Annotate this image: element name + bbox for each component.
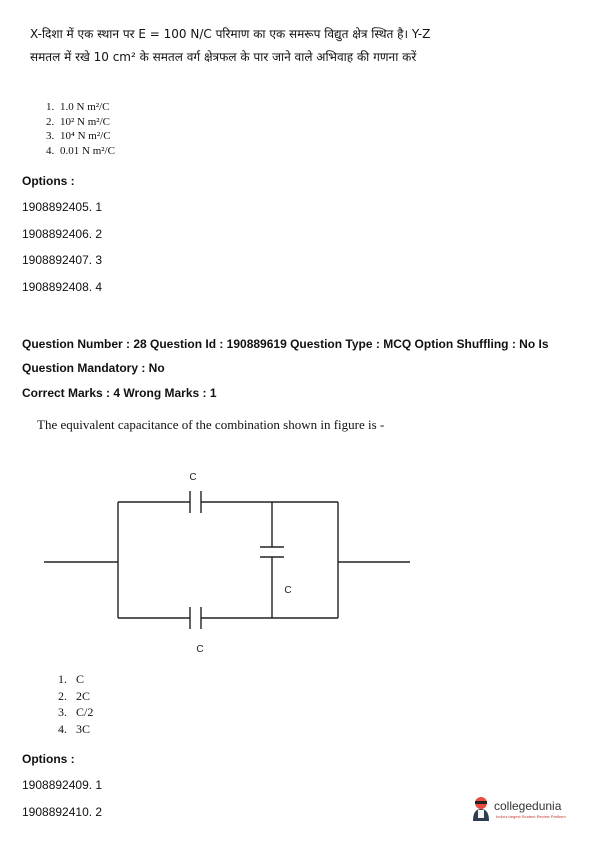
q2-option: 3. C/2	[58, 705, 94, 719]
q1-option-id: 1908892408. 4	[22, 280, 103, 294]
q2-option-id: 1908892410. 2	[22, 805, 103, 819]
logo-tagline: India's largest Student Review Platform	[496, 814, 566, 819]
q1-options-label: Options :	[22, 174, 75, 188]
logo-name: collegedunia	[494, 799, 562, 813]
q2-option: 2. 2C	[58, 688, 91, 703]
q2-option: 1. C	[58, 672, 85, 686]
q1-option-id: 1908892406. 2	[22, 227, 103, 241]
q1-option: 4. 0.01 N m²/C	[46, 144, 115, 157]
q2-stem: The equivalent capacitance of the combination shown in figure is -	[37, 417, 385, 432]
q1-option-id: 1908892407. 3	[22, 253, 103, 267]
q2-options-label: Options :	[22, 752, 75, 766]
collegedunia-logo	[470, 793, 588, 825]
q2-option-id: 1908892409. 1	[22, 778, 103, 792]
q2-marks: Correct Marks : 4 Wrong Marks : 1	[22, 386, 217, 400]
q2-meta-line2: Question Mandatory : No	[22, 361, 165, 375]
q1-stem-line1: X-दिशा में एक स्थान पर E = 100 N/C परिमाण का एक समरूप विद्युत क्षेत्र स्थित है। Y-Z	[30, 27, 431, 41]
middle-capacitor-label: C	[284, 585, 292, 596]
q2-meta-line1: Question Number : 28 Question Id : 190889619 Question Type : MCQ Option Shuffling : No Is	[22, 337, 549, 351]
q1-option-id: 1908892405. 1	[22, 200, 103, 214]
q1-option: 1. 1.0 N m²/C	[46, 101, 110, 113]
q1-stem-line2: समतल में रखे 10 cm² के समतल वर्ग क्षेत्रफल के पार जाने वाले अभिवाह की गणना करें	[30, 50, 417, 64]
q1-option: 3. 10⁴ N m²/C	[46, 130, 111, 142]
bottom-capacitor-label: C	[196, 644, 204, 655]
q1-options-list	[46, 100, 115, 158]
capacitor-circuit-diagram	[0, 455, 595, 665]
q2-option: 4. 3C	[58, 721, 91, 736]
q1-option: 2. 10² N m²/C	[46, 115, 110, 128]
logo-mascot-icon	[470, 795, 492, 821]
top-capacitor-label: C	[189, 472, 197, 483]
q2-options-list	[58, 671, 93, 737]
